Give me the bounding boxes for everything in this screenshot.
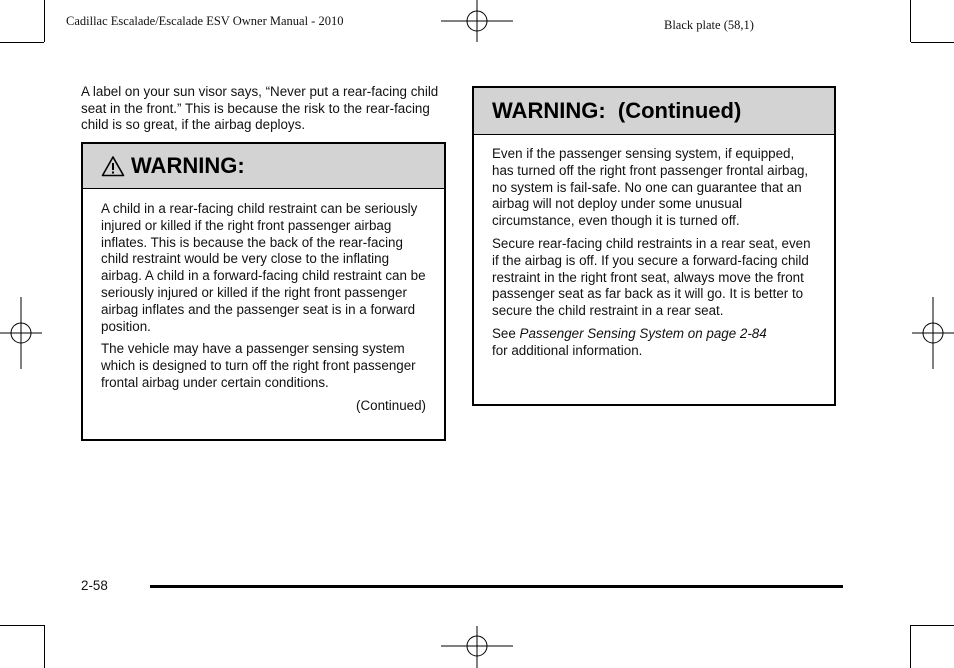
crop-mark (0, 42, 44, 43)
warning-continued-title: WARNING: (Continued) (492, 98, 742, 123)
warning-title: WARNING: (131, 153, 245, 178)
crop-mark (911, 42, 954, 43)
warning-paragraph: The vehicle may have a passenger sensing system which is designed to turn off the right front passenger frontal airbag under certain conditions. (101, 341, 416, 390)
manual-title: Cadillac Escalade/Escalade ESV Owner Manual - 2010 (66, 14, 344, 28)
warning-paragraph: A child in a rear-facing child restraint can be seriously injured or killed if the right front passenger airbag inflates. This is because the back of the rear-facing child restraint would be very close to the inflating airbag. A child in a forward-facing child restraint can be seriously injured or killed if the right front passenger airbag inflates and the passenger seat is in a forward position. (101, 201, 426, 334)
warning-paragraph: Secure rear-facing child restraints in a rear seat, even if the airbag is off. If you secure a forward-facing child restraint in the right front seat, always move the front passenger seat as far back as it will go. It is better to secure the child restraint in a rear seat. (492, 235, 811, 319)
registration-mark-icon (441, 0, 513, 42)
page-number: 2-58 (81, 578, 108, 593)
registration-mark-icon (441, 626, 513, 668)
crop-mark (0, 625, 44, 626)
see-prefix: See (492, 325, 520, 341)
crop-mark (44, 625, 45, 668)
crop-mark (910, 0, 911, 42)
crop-mark (910, 625, 911, 668)
see-suffix: for additional information. (492, 342, 643, 358)
warning-body (83, 189, 444, 415)
footer-rule (150, 585, 843, 588)
continued-label: (Continued) (356, 397, 426, 413)
intro-paragraph: A label on your sun visor says, “Never put a rear-facing child seat in the front.” This is because the risk to the rear-facing child is so great, if the airbag deploys. (81, 84, 439, 132)
registration-mark-icon (912, 297, 954, 369)
warning-box (81, 142, 446, 441)
see-reference (492, 326, 816, 360)
warning-continued-box (472, 86, 836, 406)
warning-continued-header (474, 88, 834, 135)
warning-header (83, 144, 444, 189)
see-link[interactable]: Passenger Sensing System on page 2-84 (519, 325, 767, 341)
registration-mark-icon (0, 297, 42, 369)
black-plate-label: Black plate (58,1) (664, 18, 754, 32)
warning-paragraph: Even if the passenger sensing system, if equipped, has turned off the right front passenger frontal airbag, no system is fail-safe. No one can guarantee that an airbag will not deploy under some unusual circumstance, even though it is turned off. (492, 146, 809, 229)
warning-triangle-icon (101, 155, 125, 177)
warning-continued-body (474, 135, 834, 360)
crop-mark (911, 625, 954, 626)
crop-mark (44, 0, 45, 42)
